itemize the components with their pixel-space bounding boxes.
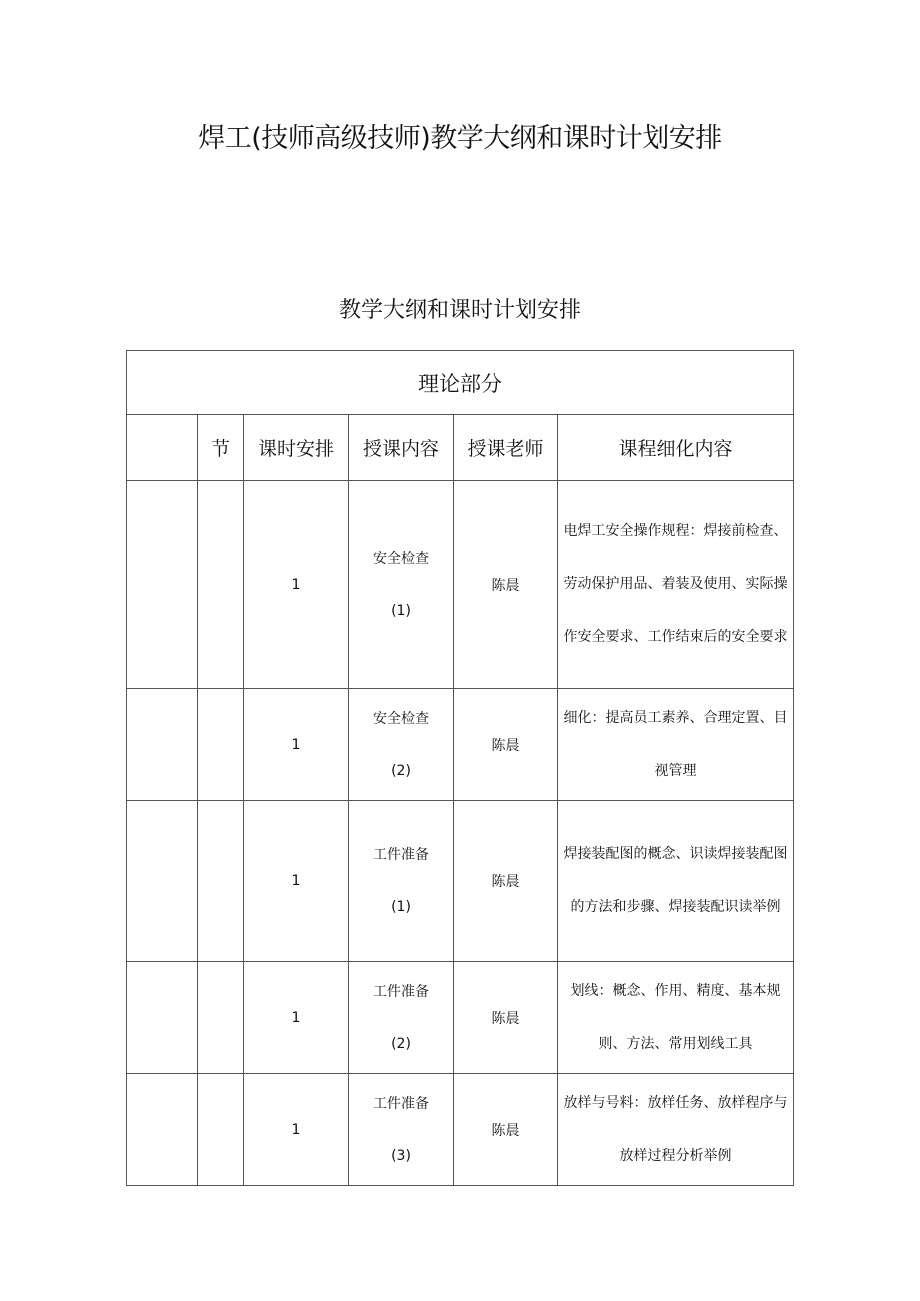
column-header-section: 节 <box>198 415 244 481</box>
teacher-cell: 陈晨 <box>454 481 558 689</box>
detail-cell: 放样与号料：放样任务、放样程序与放样过程分析举例 <box>558 1074 794 1186</box>
column-header-topic: 授课内容 <box>349 415 454 481</box>
detail-cell: 划线：概念、作用、精度、基本规则、方法、常用划线工具 <box>558 962 794 1074</box>
topic-number: (1) <box>391 602 411 619</box>
column-header <box>127 415 198 481</box>
topic-cell <box>349 962 454 1074</box>
hours-cell: 1 <box>244 962 349 1074</box>
table-row <box>127 962 794 1074</box>
document-title: 焊工(技师高级技师)教学大纲和课时计划安排 <box>198 123 722 154</box>
section-header-row <box>127 351 794 415</box>
row-cell <box>127 689 198 801</box>
section-cell <box>198 689 244 801</box>
section-cell <box>198 481 244 689</box>
section-cell <box>198 801 244 962</box>
row-cell <box>127 1074 198 1186</box>
table-row <box>127 481 794 689</box>
topic-cell <box>349 801 454 962</box>
row-cell <box>127 481 198 689</box>
topic-cell <box>349 481 454 689</box>
table-row <box>127 801 794 962</box>
topic-cell <box>349 689 454 801</box>
topic-name: 安全检查 <box>373 550 429 567</box>
row-cell <box>127 801 198 962</box>
hours-cell: 1 <box>244 689 349 801</box>
column-header-teacher: 授课老师 <box>454 415 558 481</box>
table-row <box>127 689 794 801</box>
topic-name: 工件准备 <box>373 847 429 863</box>
hours-cell: 1 <box>244 1074 349 1186</box>
table-title: 教学大纲和课时计划安排 <box>338 298 581 323</box>
topic-name: 安全检查 <box>373 710 429 727</box>
teacher-cell: 陈晨 <box>454 962 558 1074</box>
section-title: 理论部分 <box>127 351 794 415</box>
detail-cell: 焊接装配图的概念、识读焊接装配图的方法和步骤、焊接装配识读举例 <box>558 801 794 962</box>
column-header-detail: 课程细化内容 <box>558 415 794 481</box>
topic-name: 工件准备 <box>373 983 429 1000</box>
teacher-cell: 陈晨 <box>454 1074 558 1186</box>
hours-cell: 1 <box>244 801 349 962</box>
section-cell <box>198 1074 244 1186</box>
row-cell <box>127 962 198 1074</box>
hours-cell: 1 <box>244 481 349 689</box>
table-row <box>127 1074 794 1186</box>
column-header-row <box>127 415 794 481</box>
section-cell <box>198 962 244 1074</box>
topic-name: 工件准备 <box>373 1095 429 1112</box>
topic-number: (3) <box>391 1147 411 1164</box>
topic-number: (2) <box>391 762 411 779</box>
teacher-cell: 陈晨 <box>454 689 558 801</box>
topic-number: (2) <box>391 1035 411 1052</box>
topic-cell <box>349 1074 454 1186</box>
teacher-cell: 陈晨 <box>454 801 558 962</box>
detail-cell: 电焊工安全操作规程：焊接前检查、劳动保护用品、着装及使用、实际操作安全要求、工作结束后的安全要求 <box>558 481 794 689</box>
detail-cell: 细化：提高员工素养、合理定置、目视管理 <box>558 689 794 801</box>
topic-number: (1) <box>391 899 411 915</box>
column-header-hours: 课时安排 <box>244 415 349 481</box>
syllabus-table <box>126 350 794 1186</box>
